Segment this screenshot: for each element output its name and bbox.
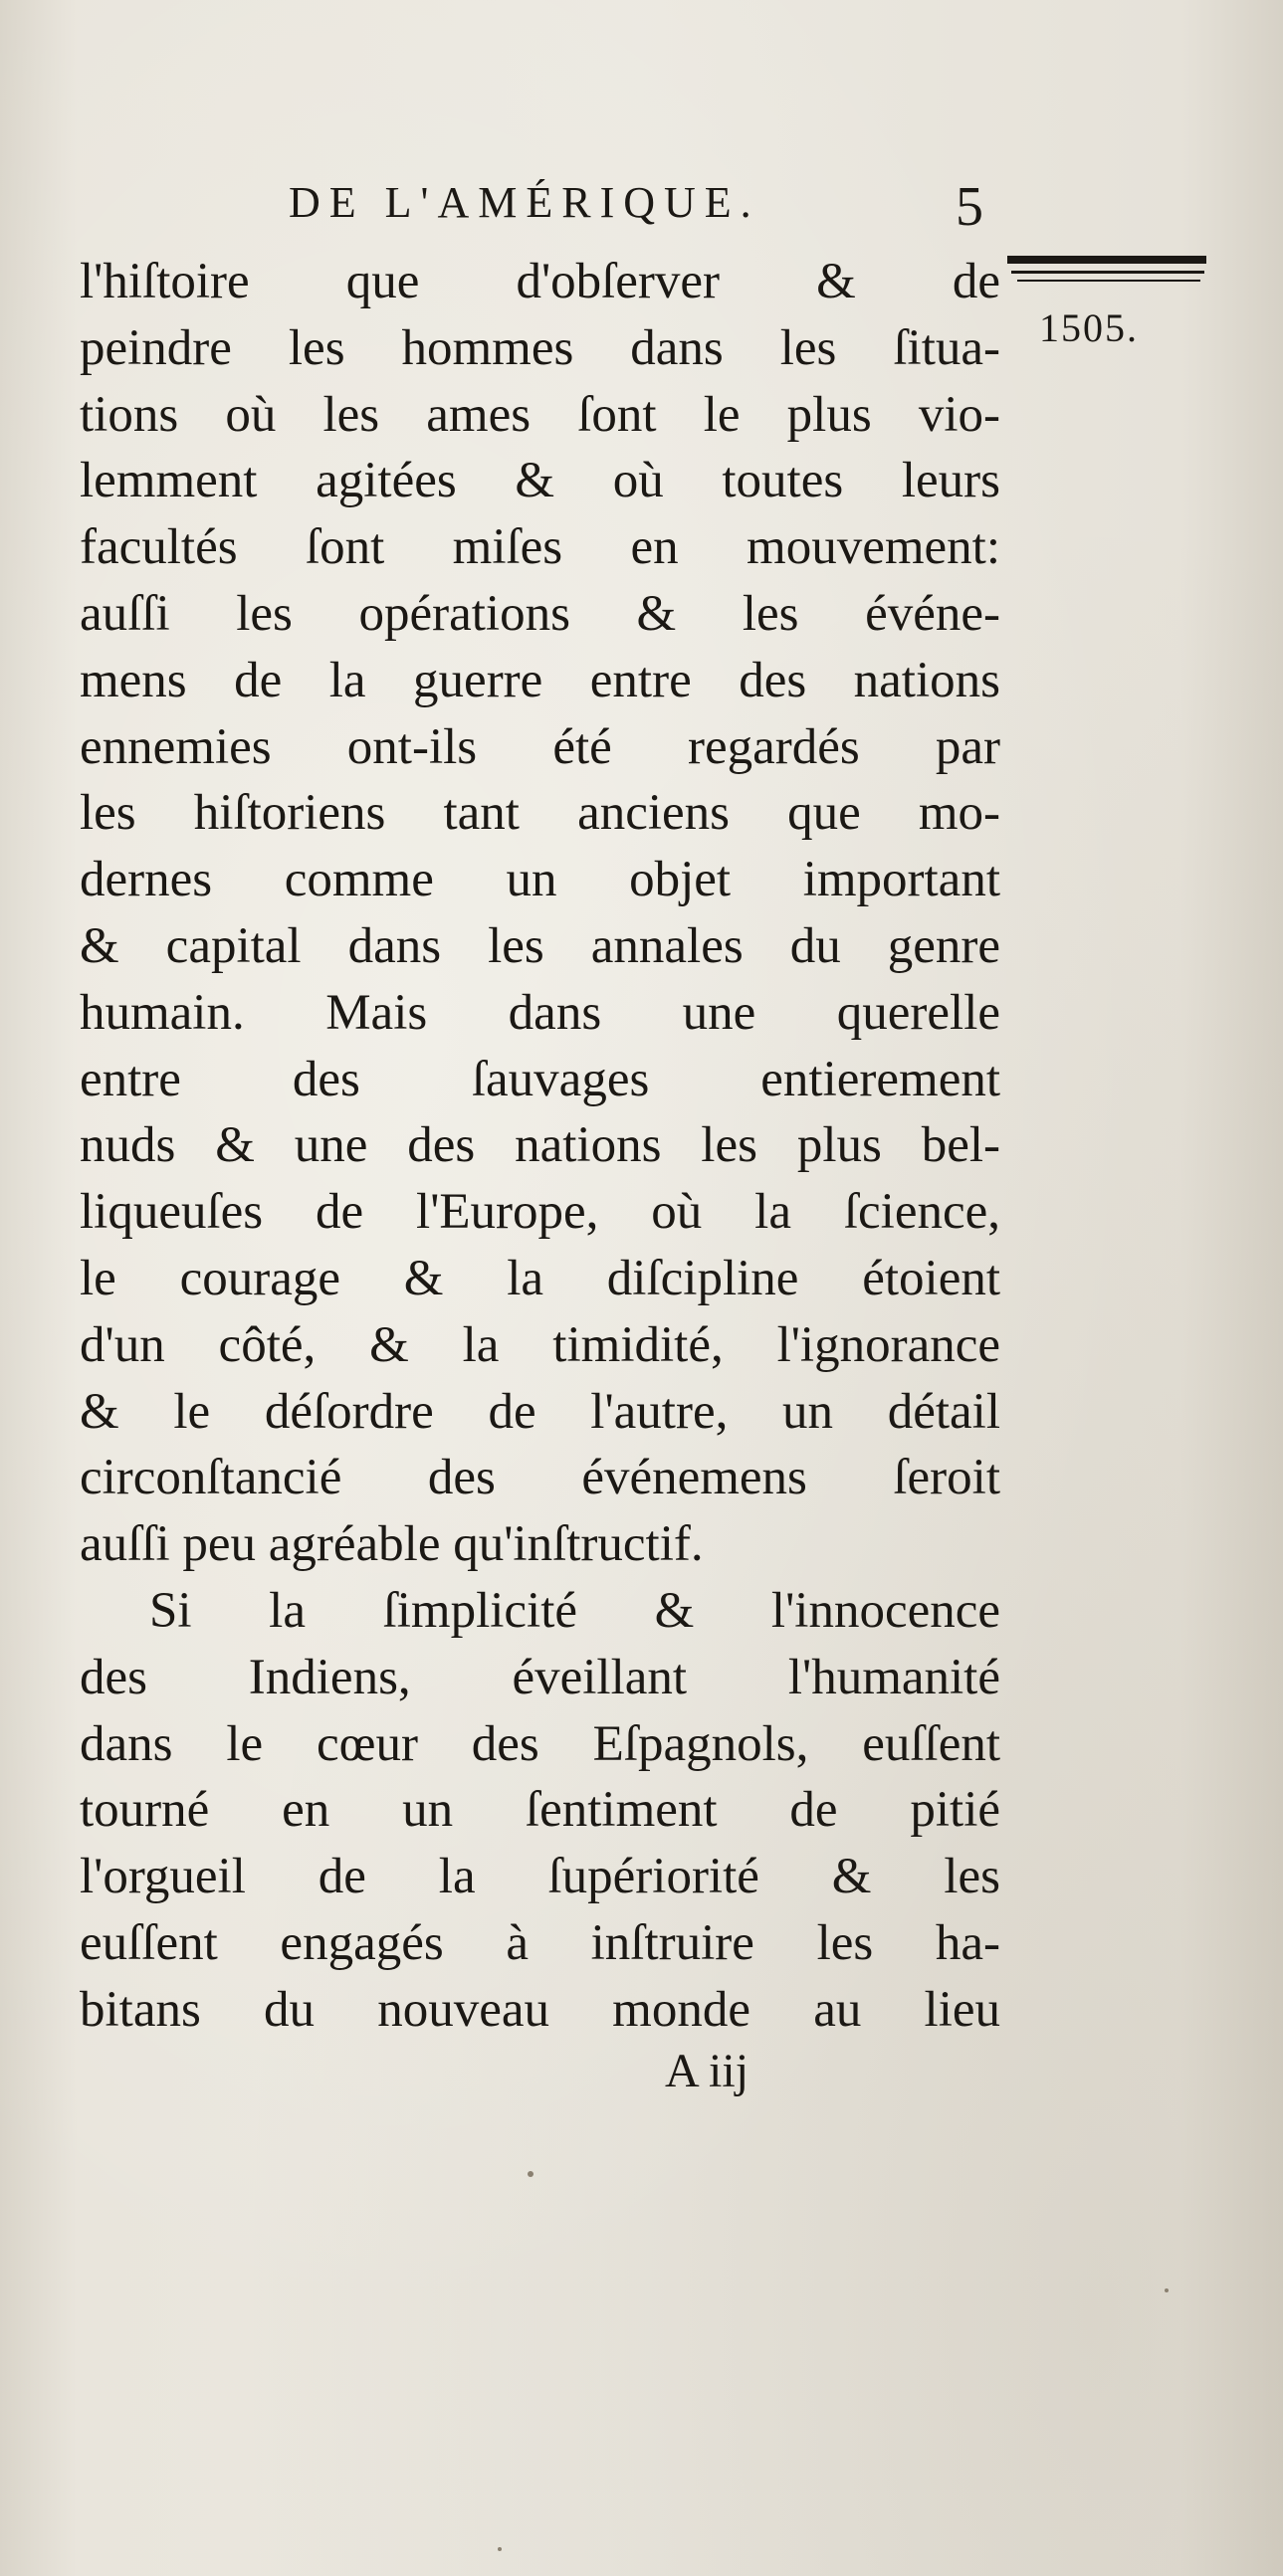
text-line: dans le cœur des Eſpagnols, euſſent <box>80 1715 1000 1772</box>
text-line: & capital dans les annales du genre <box>80 917 1000 974</box>
text-line: nuds & une des nations les plus bel- <box>80 1117 1000 1174</box>
paper-speck <box>1165 2288 1169 2292</box>
text-line: bitans du nouveau monde au lieu <box>80 1981 1000 2038</box>
text-line: ennemies ont-ils été regardés par <box>80 718 1000 775</box>
text-line: entre des ſauvages entierement <box>80 1051 1000 1107</box>
text-line: auſſi les opérations & les événe- <box>80 585 1000 642</box>
marginal-rule <box>1011 271 1204 274</box>
text-line: des Indiens, éveillant l'humanité <box>80 1649 1000 1705</box>
signature-mark: A iij <box>665 2045 749 2097</box>
text-line: peindre les hommes dans les ſitua- <box>80 319 1000 376</box>
text-line: tions où les ames ſont le plus vio- <box>80 386 1000 443</box>
text-line: circonſtancié des événemens ſeroit <box>80 1450 1000 1506</box>
text-line: dernes comme un objet important <box>80 852 1000 908</box>
text-line: liqueuſes de l'Europe, où la ſcience, <box>80 1184 1000 1241</box>
marginal-rule <box>1017 280 1200 282</box>
text-line: le courage & la diſcipline étoient <box>80 1250 1000 1306</box>
body-text <box>80 249 1000 2044</box>
text-line: facultés ſont miſes en mouvement: <box>80 519 1000 576</box>
paragraph-first-line: Si la ſimplicité & l'innocence <box>149 1582 1000 1639</box>
paper-speck <box>528 2171 534 2177</box>
text-line: les hiſtoriens tant anciens que mo- <box>80 785 1000 842</box>
paper-speck <box>498 2547 502 2551</box>
text-line: mens de la guerre entre des nations <box>80 652 1000 708</box>
text-line: humain. Mais dans une querelle <box>80 984 1000 1041</box>
text-line: d'un côté, & la timidité, l'ignorance <box>80 1316 1000 1373</box>
text-line: l'orgueil de la ſupériorité & les <box>80 1849 1000 1905</box>
text-line: & le déſordre de l'autre, un détail <box>80 1383 1000 1440</box>
text-line: l'hiſtoire que d'obſerver & de <box>80 254 1000 309</box>
text-line: lemment agitées & où toutes leurs <box>80 453 1000 509</box>
running-head: DE L'AMÉRIQUE. <box>289 178 760 227</box>
text-line: auſſi peu agréable qu'inſtructif. <box>80 1516 704 1573</box>
text-line: tourné en un ſentiment de pitié <box>80 1782 1000 1839</box>
text-line: euſſent engagés à inſtruire les ha- <box>80 1914 1000 1971</box>
marginal-rule <box>1007 256 1206 264</box>
page-number: 5 <box>956 176 983 238</box>
marginal-year-note: 1505. <box>1039 305 1139 350</box>
